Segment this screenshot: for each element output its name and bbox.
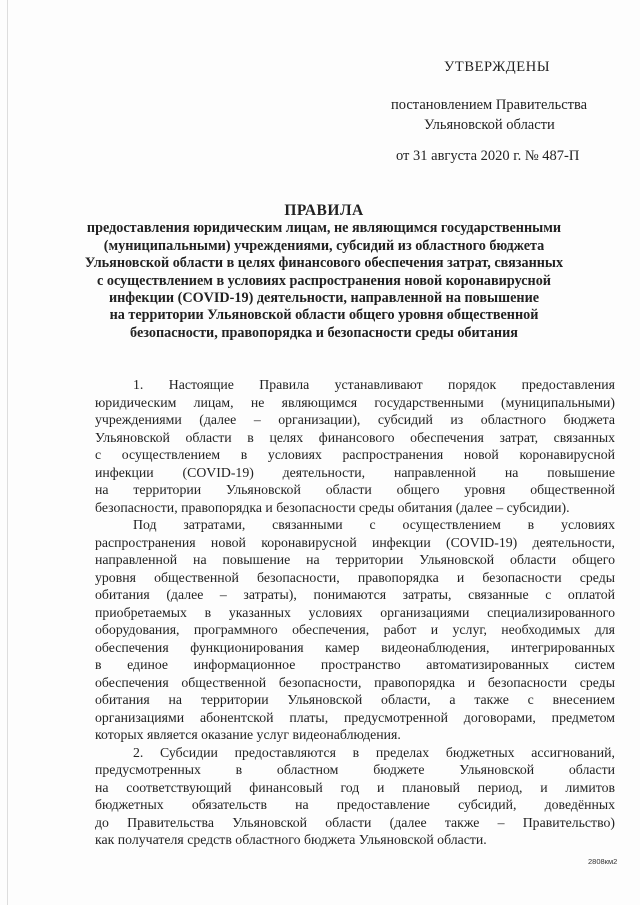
paragraph-2-line: уровня общественной безопасности, правопорядка и безопасности среды bbox=[95, 569, 615, 585]
approval-region-line: Ульяновской области bbox=[424, 117, 555, 133]
paragraph-2-line: Под затратами, связанными с осуществлением в условиях bbox=[133, 517, 615, 532]
paragraph-2-line: обеспечения функционирования камер видеонаблюдения, интегрированных bbox=[95, 639, 615, 655]
paragraph-2-line: обитания (далее – затраты), понимаются затраты, связанные с оплатой bbox=[95, 587, 615, 602]
title-heading: ПРАВИЛА bbox=[284, 202, 364, 219]
paragraph-1-line: 1. Настоящие Правила устанавливают порядок предоставления bbox=[133, 377, 615, 392]
title-line: инфекции (COVID-19) деятельности, направленной на повышение bbox=[108, 290, 540, 307]
paragraph-1-line: на территории Ульяновской области общего уровня общественной bbox=[95, 482, 615, 497]
approval-date-number: от 31 августа 2020 г. № 487-П bbox=[396, 148, 580, 164]
paragraph-3-line: бюджетных обязательств на предоставление субсидий, доведённых bbox=[95, 797, 615, 812]
paragraph-2-line: распространения новой коронавирусной инфекции (COVID-19) деятельности, bbox=[95, 534, 615, 550]
paragraph-1-line: учреждениями (далее – организации), субсидий из областного бюджета bbox=[95, 412, 615, 427]
paragraph-2-line: оборудования, программного обеспечения, работ и услуг, необходимых для bbox=[95, 622, 615, 637]
paragraph-2-line: которых является оказание услуг видеонаблюдения. bbox=[95, 727, 401, 742]
paragraph-1-line: инфекции (COVID-19) деятельности, направленной на повышение bbox=[95, 464, 615, 480]
paragraph-2-line: направленной на повышение на территории Ульяновской области общего bbox=[95, 552, 615, 567]
paragraph-2-line: организациями абонентской платы, предусмотренной договорами, предметом bbox=[95, 709, 615, 725]
paragraph-2-line: в единое информационное пространство автоматизированных систем bbox=[95, 657, 615, 672]
paragraph-1-line: Ульяновской области в целях финансового обеспечения затрат, связанных bbox=[95, 429, 615, 445]
approval-resolution-line: постановлением Правительства bbox=[391, 97, 588, 113]
paragraph-3-line: предусмотренных в областном бюджете Ульяновской области bbox=[95, 762, 615, 777]
paragraph-1-line: безопасности, правопорядка и безопасности среды обитания (далее – субсидии). bbox=[95, 499, 570, 515]
paragraph-2-line: обитания на территории Ульяновской области, а также с внесением bbox=[95, 692, 615, 707]
paragraph-3-line: как получателя средств областного бюджета Ульяновской области. bbox=[95, 832, 487, 847]
scan-edge-line bbox=[7, 0, 8, 905]
paragraph-3-line: 2. Субсидии предоставляются в пределах бюджетных ассигнований, bbox=[133, 744, 615, 760]
title-line: на территории Ульяновской области общего уровня общественной bbox=[109, 307, 539, 324]
paragraph-3-line: на соответствующий финансовый год и плановый период, и лимитов bbox=[95, 779, 615, 795]
paragraph-1-line: юридическим лицам, не являющимся государственными (муниципальными) bbox=[95, 394, 615, 410]
approval-header: УТВЕРЖДЕНЫ bbox=[444, 59, 551, 75]
document-title bbox=[84, 202, 564, 342]
title-line: с осуществлением в условиях распространения новой коронавирусной bbox=[97, 272, 551, 289]
paragraph-3-line: до Правительства Ульяновской области (далее также – Правительство) bbox=[95, 814, 615, 830]
title-line: предоставления юридическим лицам, не являющимся государственными bbox=[86, 220, 562, 237]
title-line: Ульяновской области в целях финансового обеспечения затрат, связанных bbox=[84, 255, 564, 272]
title-line: (муниципальными) учреждениями, субсидий из областного бюджета bbox=[103, 237, 545, 254]
title-line: безопасности, правопорядка и безопасности среды обитания bbox=[130, 324, 518, 341]
document-body bbox=[95, 376, 615, 849]
paragraph-1-line: с осуществлением в условиях распространения новой коронавирусной bbox=[95, 447, 615, 462]
document-code-stamp: 2808км2 bbox=[588, 857, 618, 866]
paragraph-2-line: приобретаемых в указанных условиях организациями специализированного bbox=[95, 604, 615, 620]
paragraph-2-line: обеспечения общественной безопасности, правопорядка и безопасности среды bbox=[95, 674, 615, 690]
